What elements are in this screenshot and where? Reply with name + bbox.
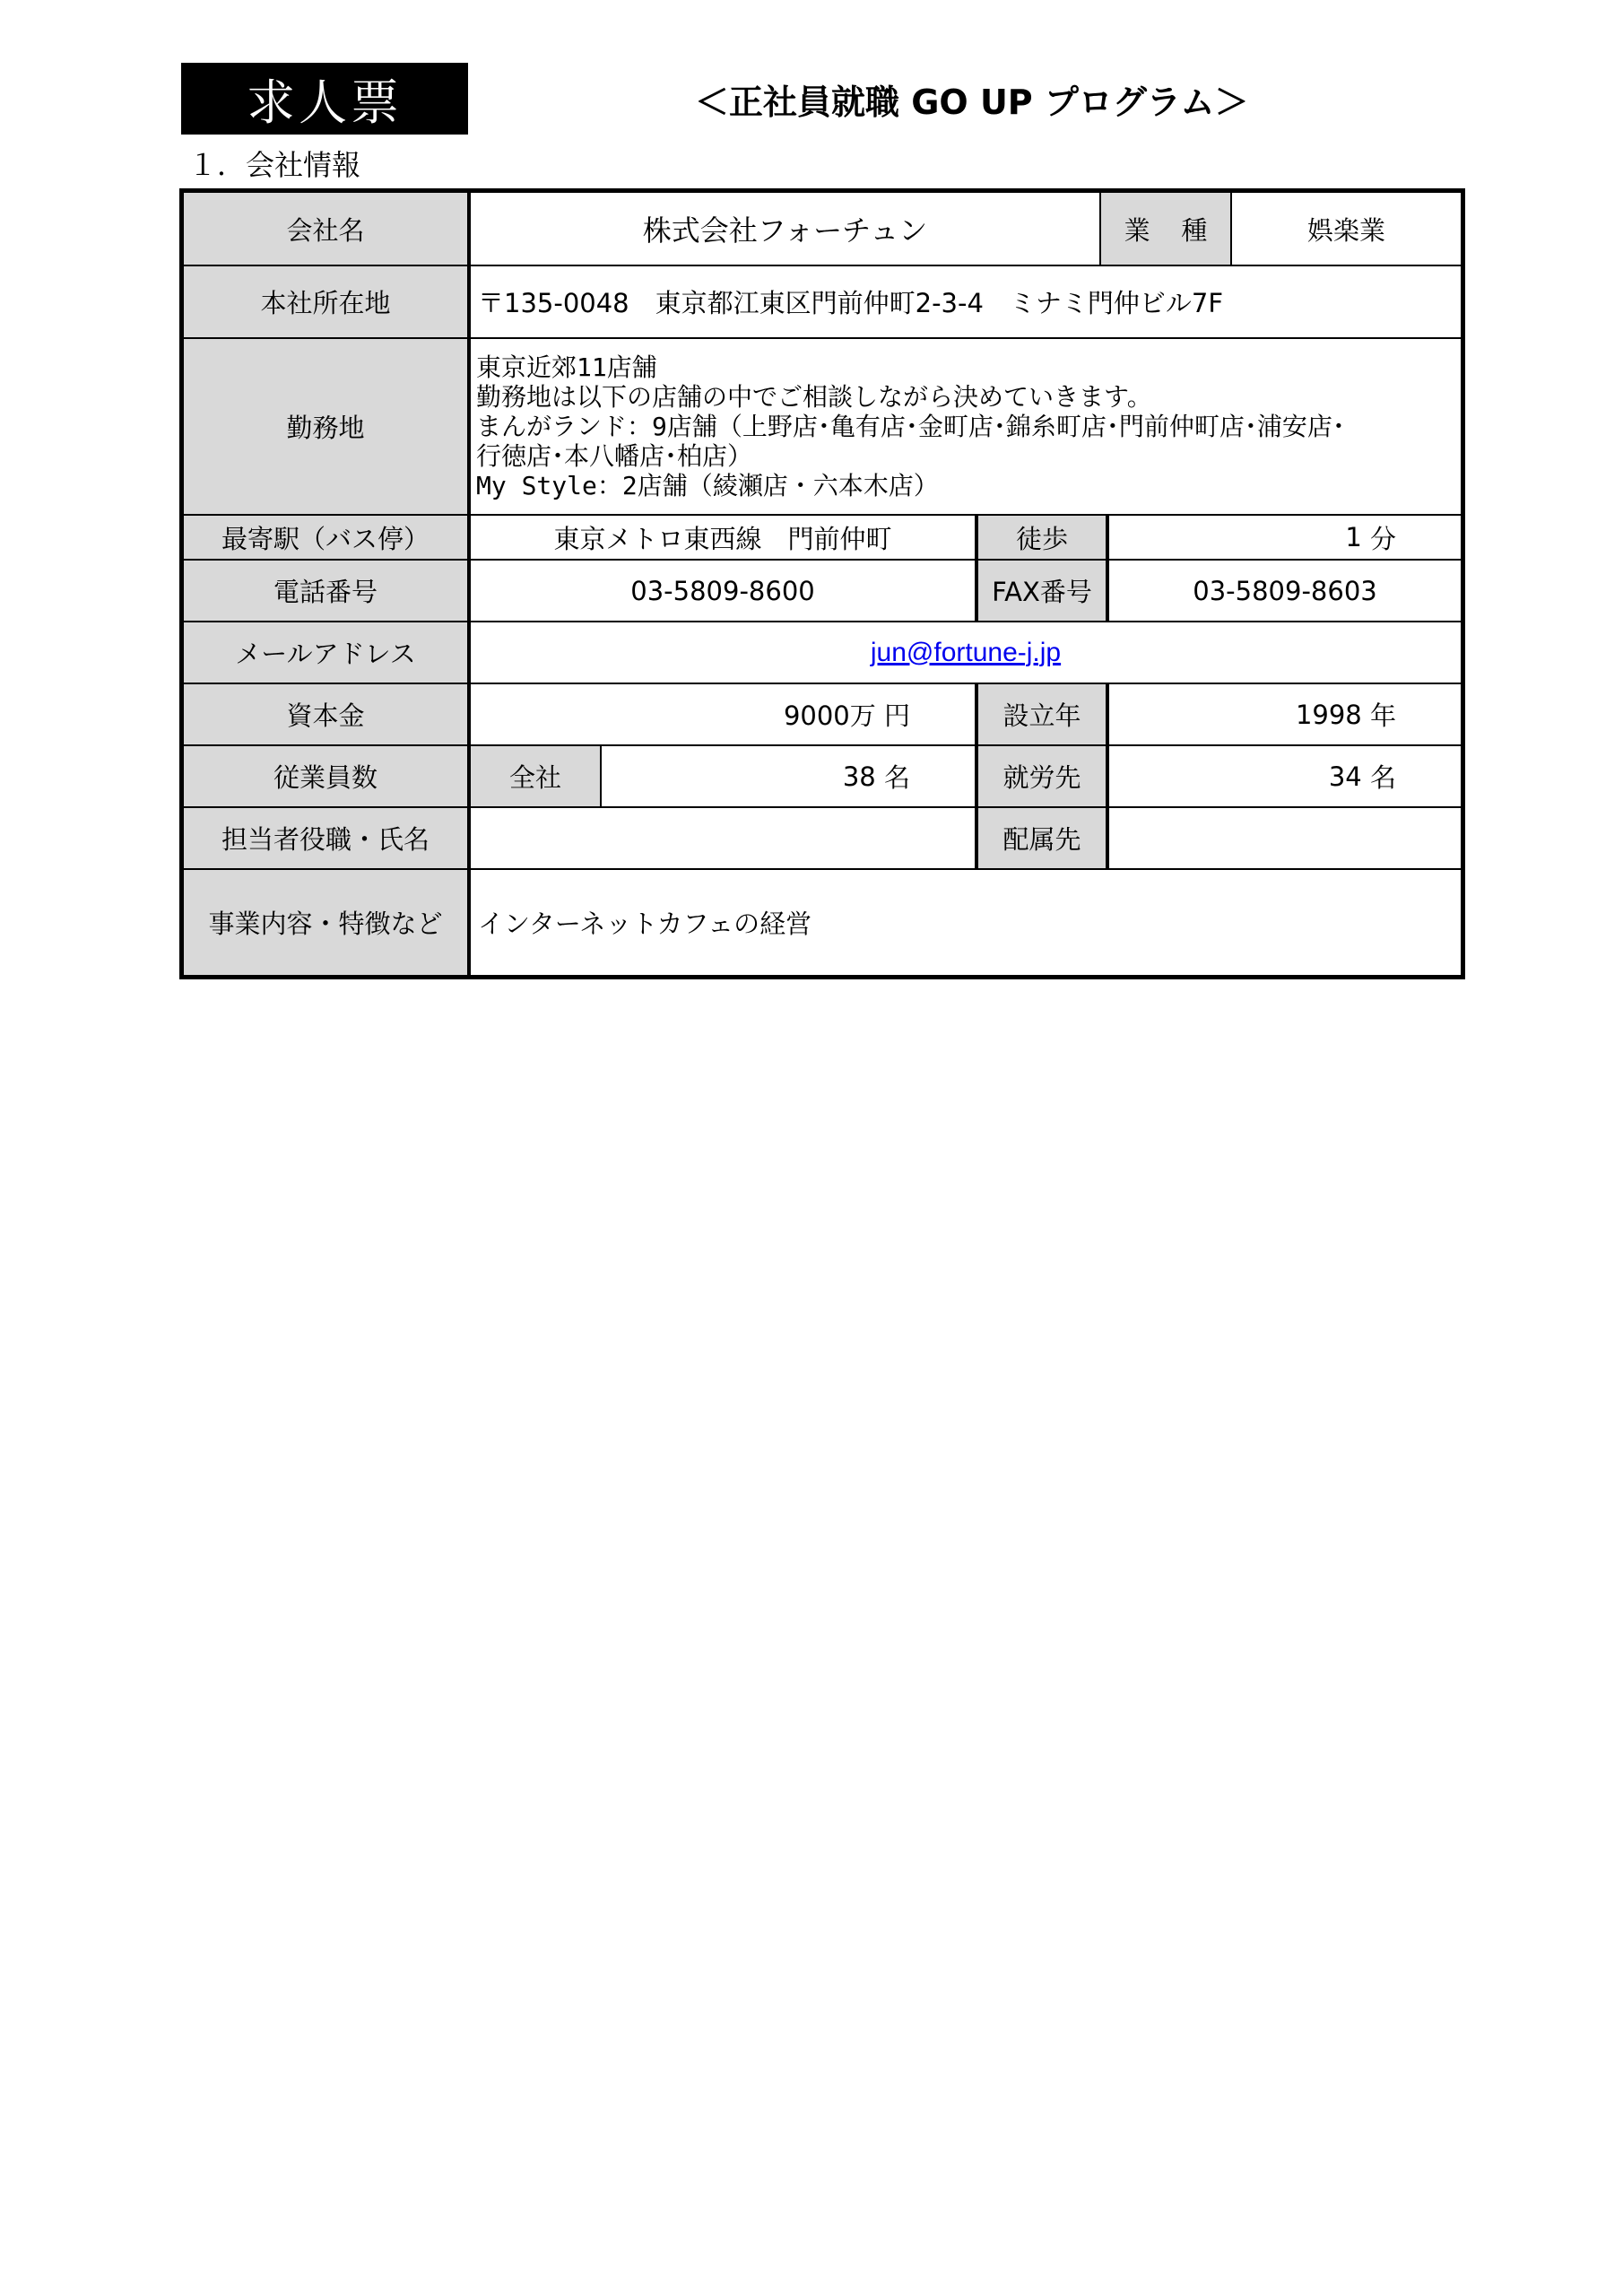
workplace-line-4: 行徳店･本八幡店･柏店）	[476, 441, 753, 471]
dept-label: 配属先	[978, 808, 1109, 870]
capital-unit: 円	[883, 700, 910, 731]
employees-site-value	[1109, 746, 1461, 808]
walk-value	[1109, 516, 1461, 561]
phone-value: 03-5809-8600	[471, 561, 978, 622]
founded-value	[1109, 684, 1461, 746]
program-title: ＜正社員就職 GO UP プログラム＞	[695, 82, 1249, 122]
section-heading: １．会社情報	[188, 148, 361, 182]
address-label: 本社所在地	[184, 266, 471, 339]
company-info-table	[179, 188, 1465, 979]
station-label: 最寄駅（バス停）	[184, 516, 471, 561]
contact-label: 担当者役職・氏名	[184, 808, 471, 870]
industry-label	[1101, 193, 1232, 266]
workplace-line-2: 勤務地は以下の店舗の中でご相談しながら決めていきます。	[476, 382, 1152, 412]
capital-amount: 9000万	[783, 700, 876, 731]
email-link[interactable]: jun@fortune-j.jp	[870, 637, 1062, 667]
employees-all-count: 38	[842, 761, 876, 792]
address-value: 〒135-0048 東京都江東区門前仲町2-3-4 ミナミ門仲ビル7F	[471, 266, 1461, 339]
employees-label: 従業員数	[184, 746, 471, 808]
fax-value: 03-5809-8603	[1109, 561, 1461, 622]
walk-label: 徒歩	[978, 516, 1109, 561]
employees-site-label: 就労先	[978, 746, 1109, 808]
business-label: 事業内容・特徴など	[184, 870, 471, 975]
employees-site-count: 34	[1328, 761, 1362, 792]
workplace-line-3: まんがランド：9店舗（上野店･亀有店･金町店･錦糸町店･門前仲町店･浦安店･	[476, 412, 1345, 441]
dept-value	[1109, 808, 1461, 870]
station-value: 東京メトロ東西線 門前仲町	[471, 516, 978, 561]
workplace-label: 勤務地	[184, 339, 471, 516]
company-name-label: 会社名	[184, 193, 471, 266]
industry-label-2: 種	[1181, 214, 1208, 246]
employees-all-label: 全社	[471, 746, 602, 808]
phone-label: 電話番号	[184, 561, 471, 622]
workplace-line-5: My Style：2店舗（綾瀬店・六本木店）	[476, 471, 939, 500]
industry-label-1: 業	[1124, 214, 1150, 246]
employees-site-unit: 名	[1369, 762, 1396, 793]
capital-label: 資本金	[184, 684, 471, 746]
walk-unit: 分	[1369, 523, 1396, 554]
document-title: 求人票	[181, 63, 468, 135]
contact-value	[471, 808, 978, 870]
industry-value: 娯楽業	[1232, 193, 1461, 266]
workplace-value	[471, 339, 1461, 516]
email-label: メールアドレス	[184, 622, 471, 684]
walk-minutes: 1	[1345, 522, 1362, 552]
capital-value	[471, 684, 978, 746]
company-name-value: 株式会社フォーチュン	[471, 193, 1101, 266]
employees-all-value	[602, 746, 978, 808]
founded-year: 1998	[1295, 699, 1362, 730]
employees-all-unit: 名	[883, 762, 910, 793]
fax-label: FAX番号	[978, 561, 1109, 622]
email-cell	[471, 622, 1461, 684]
founded-unit: 年	[1369, 700, 1396, 731]
workplace-line-1: 東京近郊11店舗	[476, 352, 657, 382]
business-value: インターネットカフェの経営	[478, 909, 812, 939]
founded-label: 設立年	[978, 684, 1109, 746]
